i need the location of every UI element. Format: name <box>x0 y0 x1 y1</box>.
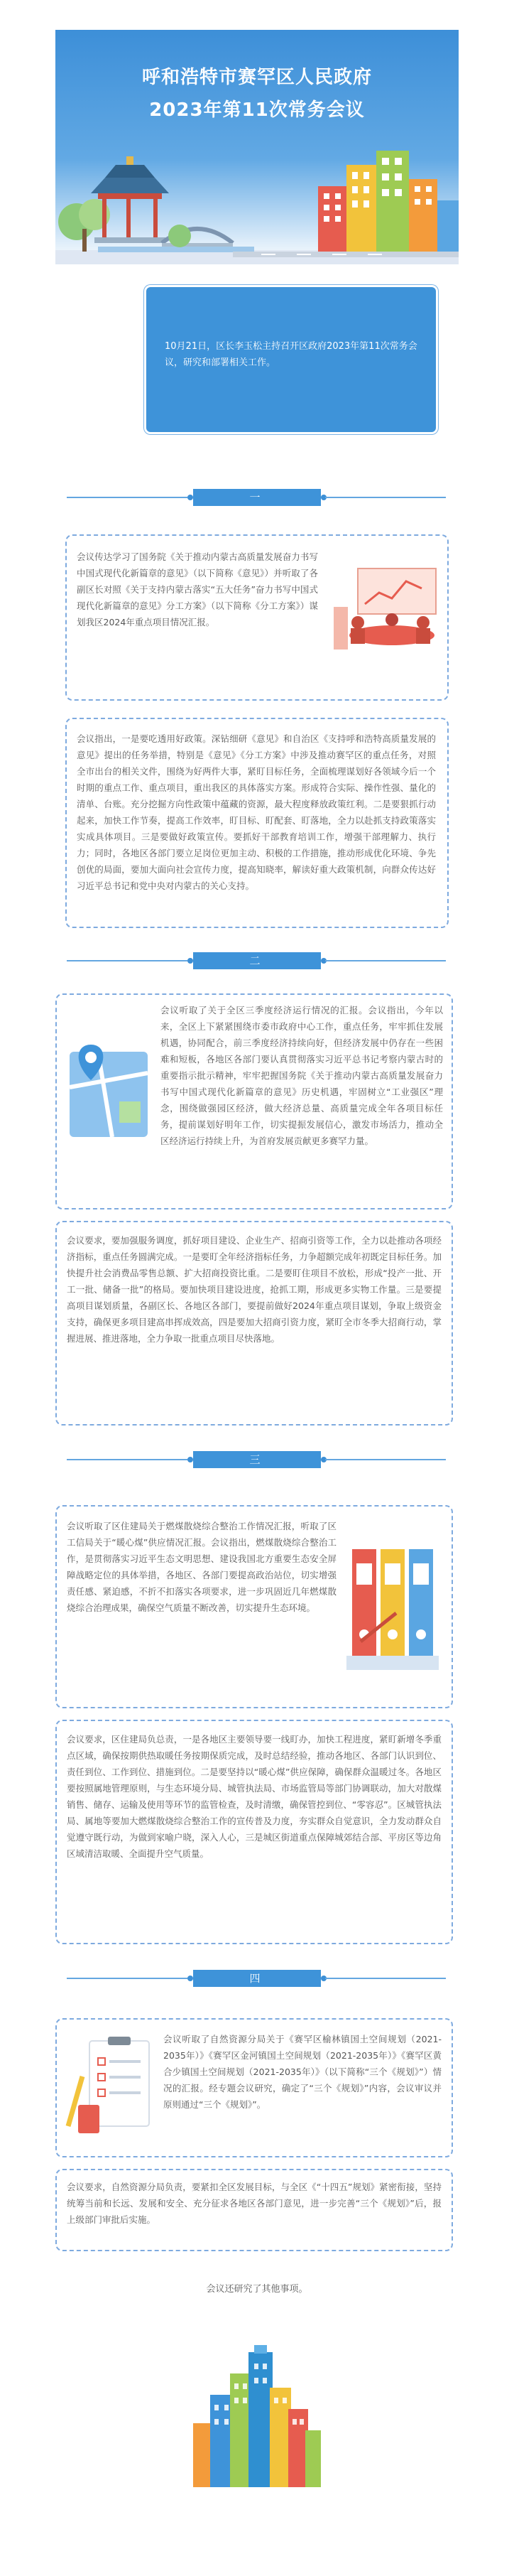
summary-box <box>146 287 436 432</box>
divider <box>325 1978 446 1979</box>
paragraph: 会议指出，一是要吃透用好政策。深钻细研《意见》和自治区《支持呼和浩特高质量发展的意见》提出的任务举措，特别是《意见》《分工方案》中涉及推动赛罕区的重点任务，对照全市出台的相关文件，围绕为好两件大事，紧盯目标任务，全面梳理谋划好各领域今后一个时期的重点工作、重点项目，重出我区的具体落实方案。形成符合实际、操作性强、量化的清单、台账。充分挖掘方向性政策中蕴藏的资源，最大程度释放政策红利。二是要狠抓行动起来，加快工作节奏，提高工作效率，盯目标、盯配套、盯落地，全力以赴抓支持政策落实实成具体项目。三是要做好政策宣传。要抓好干部教育培训工作，增强干部理解力、执行力；同时，各地区各部门要立足岗位更加主动、积极的工作措施，推动形成优化环境、争先创优的局面，要加大面向社会宣传力度，提高知晓率，解读好重大政策机制，向群众传达好习近平总书记和党中央对内蒙古的关心支持。 <box>77 733 436 891</box>
section-2-box-1 <box>55 993 453 1209</box>
section-3-box-2 <box>55 1720 453 1944</box>
checklist-illustration <box>61 2034 160 2140</box>
section-label: 一 <box>193 489 321 506</box>
section-4-box-2 <box>55 2169 453 2251</box>
divider <box>67 1978 187 1979</box>
paragraph: 会议听取了自然资源分局关于《赛罕区榆林镇国土空间规划（2021-2035年）》《赛罕区金河镇国土空间规划（2021-2035年）》《赛罕区黄合少镇国土空间规划（2021-2035年）》（以下简称“三个《规划》”）情况的汇报。经专题会议研究，确定了“三个《规划》”内容，会议审议并原则通过“三个《规划》”。 <box>163 2034 442 2110</box>
paragraph: 会议要求，自然资源分局负责，要紧扣全区发展目标，与全区《“十四五”规划》紧密衔接，坚持统筹当前和长远、发展和安全、充分征求各地区各部门意见，进一步完善“三个《规划》”后，报上级部门审批后实施。 <box>67 2182 442 2225</box>
section-3-box-1 <box>55 1505 453 1708</box>
paragraph: 会议听取了区住建局关于燃煤散烧综合整治工作情况汇报，听取了区工信局关于“暖心煤”供应情况汇报。会议指出，燃煤散烧综合整治工作，是贯彻落实习近平生态文明思想、建设我国北方重要生态安全屏障战略定位的具体举措，各地区、各部门要提高政治站位，切实增强责任感、紧迫感，不折不扣落实各项要求，进一步巩固近几年燃煤散烧综合治理成果，确保空气质量不断改善，切实提升生态环境。 <box>67 1521 337 1613</box>
section-label: 二 <box>193 952 321 969</box>
divider <box>67 1459 187 1460</box>
divider <box>325 1459 446 1460</box>
header-title-line1: 呼和浩特市赛罕区人民政府 <box>141 67 372 88</box>
divider <box>67 960 187 961</box>
divider <box>325 497 446 498</box>
closing-note: 会议还研究了其他事项。 <box>206 2284 308 2295</box>
section-1-box-2 <box>65 718 449 928</box>
city-buildings-illustration <box>193 2345 321 2487</box>
paragraph: 会议传达学习了国务院《关于推动内蒙古高质量发展奋力书写中国式现代化新篇章的意见》（以下简称《意见》）并听取了各副区长对照《关于支持内蒙古落实“五大任务”奋力书写中国式现代化新篇章的意见》分工方案》（以下简称《分工方案》）谋划我区2024年重点项目情况汇报。 <box>77 551 318 627</box>
section-heading-3 <box>0 1451 514 1468</box>
header-banner <box>55 30 459 264</box>
header-title-line2: 2023年第11次常务会议 <box>149 99 365 121</box>
divider <box>325 960 446 961</box>
map-location-illustration <box>62 1038 155 1144</box>
paragraph: 会议要求，要加强服务调度，抓好项目建设、企业生产、招商引资等工作，全力以赴推动各项经济指标，重点任务圆满完成。一是要盯全年经济指标任务，力争超额完成年初既定目标任务。加快提升社会消费品零售总额、扩大招商投资比重。二是要盯住项目不放松，形成“投产一批、开工一批、储备一批”的格局。要加快项目建设进度，抢抓工期，形成更多实物工作量。三是要提高项目谋划质量，各副区长、各地区各部门，要提前做好2024年重点项目谋划，争取上级资金支持，确保更多项目建高串挥成效高，四是要加大招商引资力度，紧盯全市冬季大招商行动，掌握进展、推进落地，全力争取一批重点项目尽快落地。 <box>67 1235 442 1344</box>
section-heading-4 <box>0 1970 514 1987</box>
section-label: 三 <box>193 1451 321 1468</box>
divider-dot <box>187 958 193 964</box>
divider <box>67 497 187 498</box>
documents-binders-illustration <box>346 1535 446 1677</box>
section-2-box-2 <box>55 1221 453 1426</box>
divider-dot <box>187 1976 193 1981</box>
summary-text: 10月21日，区长李玉松主持召开区政府2023年第11次常务会议，研究和部署相关工作。 <box>165 341 417 368</box>
city-park-illustration <box>55 136 459 264</box>
divider-dot <box>187 495 193 500</box>
divider-dot <box>187 1457 193 1462</box>
section-label: 四 <box>193 1970 321 1987</box>
section-heading-2 <box>0 952 514 969</box>
section-heading-1 <box>0 489 514 506</box>
paragraph: 会议要求，区住建局负总责，一是各地区主要领导要一线盯办，加快工程进度，紧盯新增冬季重点区域，确保按期供热取暖任务按期保质完成，及时总结经验，推动各地区、各部门认识到位、责任到位、工作到位、措施到位。二是要坚持以“暖心煤”供应保障，确保群众温暖过冬。各地区要按照属地管理原则，与生态环境分局、城管执法局、市场监管局等部门协调联动，加大对散煤销售、储存、运输及使用等环节的监管检查，及时清缴，确保管控到位、“零容忍”。区城管执法局、属地等要加大燃煤散烧综合整治工作的宣传普及力度，夯实群众自觉意识，全力发动群众自觉遵守既行动，为做到家喻户晓，深入人心，三是城区街道重点保障城郊结合部、平房区等边角区域清洁取暖、全面提升空气质量。 <box>67 1734 442 1859</box>
section-1-box-1 <box>65 534 449 701</box>
paragraph: 会议听取了关于全区三季度经济运行情况的汇报。会议指出，今年以来，全区上下紧紧围绕市委市政府中心工作，重点任务，牢牢抓住发展机遇，协同配合，前三季度经济持续向好，但经济发展中仍存在一些困难和短板，各地区各部门要认真贯彻落实习近平总书记考察内蒙古时的重要指示批示精神，牢牢把握国务院《关于推动内蒙古高质量发展奋力书写中国式现代化新篇章的意见》历史机遇，牢固树立“工业强区”理念，围绕做强园区经济，做大经济总量、高质量完成全年各项目标任务，提前谋划好明年工作，切实提振发展信心，激发市场活力，推动全区经济运行持续上升，为首府发展贡献更多赛罕力量。 <box>160 1005 443 1146</box>
section-4-box-1 <box>55 2018 453 2157</box>
meeting-illustration <box>329 564 440 657</box>
